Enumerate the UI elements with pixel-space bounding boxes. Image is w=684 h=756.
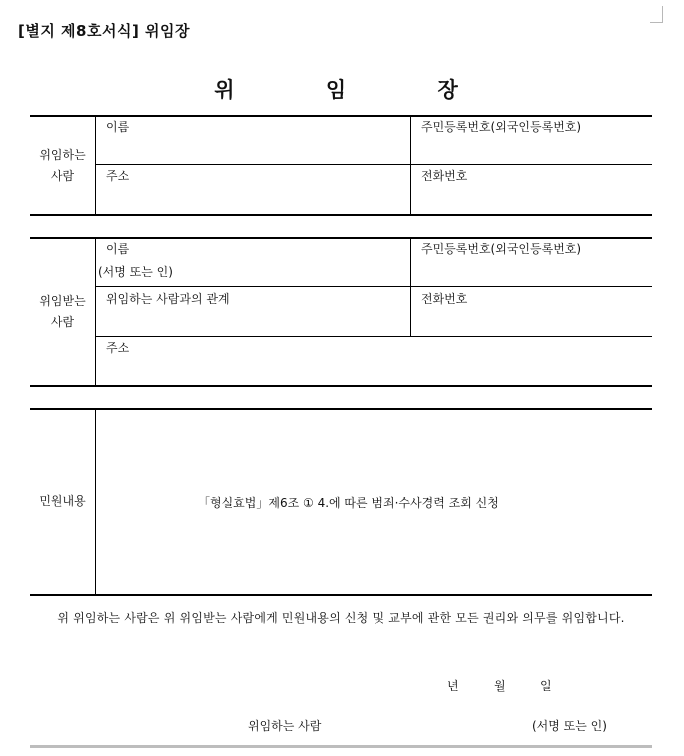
delegate-signature-note: (서명 또는 인) — [98, 265, 173, 279]
table-border — [30, 385, 652, 387]
request-section-label: 민원내용 — [39, 494, 86, 508]
delegator-section-label: 위임하는 사람 — [39, 148, 86, 183]
document-title: 위 임 장 — [214, 78, 500, 102]
table-border — [30, 115, 652, 117]
column-divider — [95, 408, 96, 595]
delegation-statement: 위 위임하는 사람은 위 위임받는 사람에게 민원내용의 신청 및 교부에 관한 모든 권리와 의무를 위임합니다. — [57, 611, 625, 625]
table-border — [30, 594, 652, 596]
signature-label: 위임하는 사람 — [248, 719, 322, 733]
table-border — [30, 237, 652, 239]
column-divider — [95, 237, 96, 386]
date-month-label: 월 — [494, 679, 506, 693]
table-border — [30, 408, 652, 410]
signature-note: (서명 또는 인) — [532, 719, 607, 733]
page-corner-mark — [650, 6, 663, 23]
column-divider — [410, 237, 411, 337]
table-divider — [95, 164, 652, 165]
table-divider — [95, 286, 652, 287]
delegate-id-field: 주민등록번호(외국인등록번호) — [421, 242, 582, 256]
delegator-name-field: 이름 — [106, 120, 130, 134]
delegate-phone-field: 전화번호 — [421, 292, 468, 306]
delegate-address-field: 주소 — [106, 341, 130, 355]
page-bottom-bar — [30, 745, 652, 748]
delegate-relationship-field: 위임하는 사람과의 관계 — [106, 292, 230, 306]
delegator-address-field: 주소 — [106, 169, 130, 183]
form-number-label: [별지 제8호서식] 위임장 — [18, 22, 191, 40]
table-divider — [95, 336, 652, 337]
date-day-label: 일 — [540, 679, 552, 693]
delegate-name-field: 이름 — [106, 242, 130, 256]
delegator-id-field: 주민등록번호(외국인등록번호) — [421, 120, 582, 134]
request-content: 「형실효법」제6조 ① 4.에 따른 범죄·수사경력 조회 신청 — [198, 496, 499, 510]
table-border — [30, 214, 652, 216]
date-year-label: 년 — [447, 679, 459, 693]
column-divider — [410, 115, 411, 215]
column-divider — [95, 115, 96, 215]
delegator-phone-field: 전화번호 — [421, 169, 468, 183]
delegate-section-label: 위임받는 사람 — [39, 294, 86, 329]
